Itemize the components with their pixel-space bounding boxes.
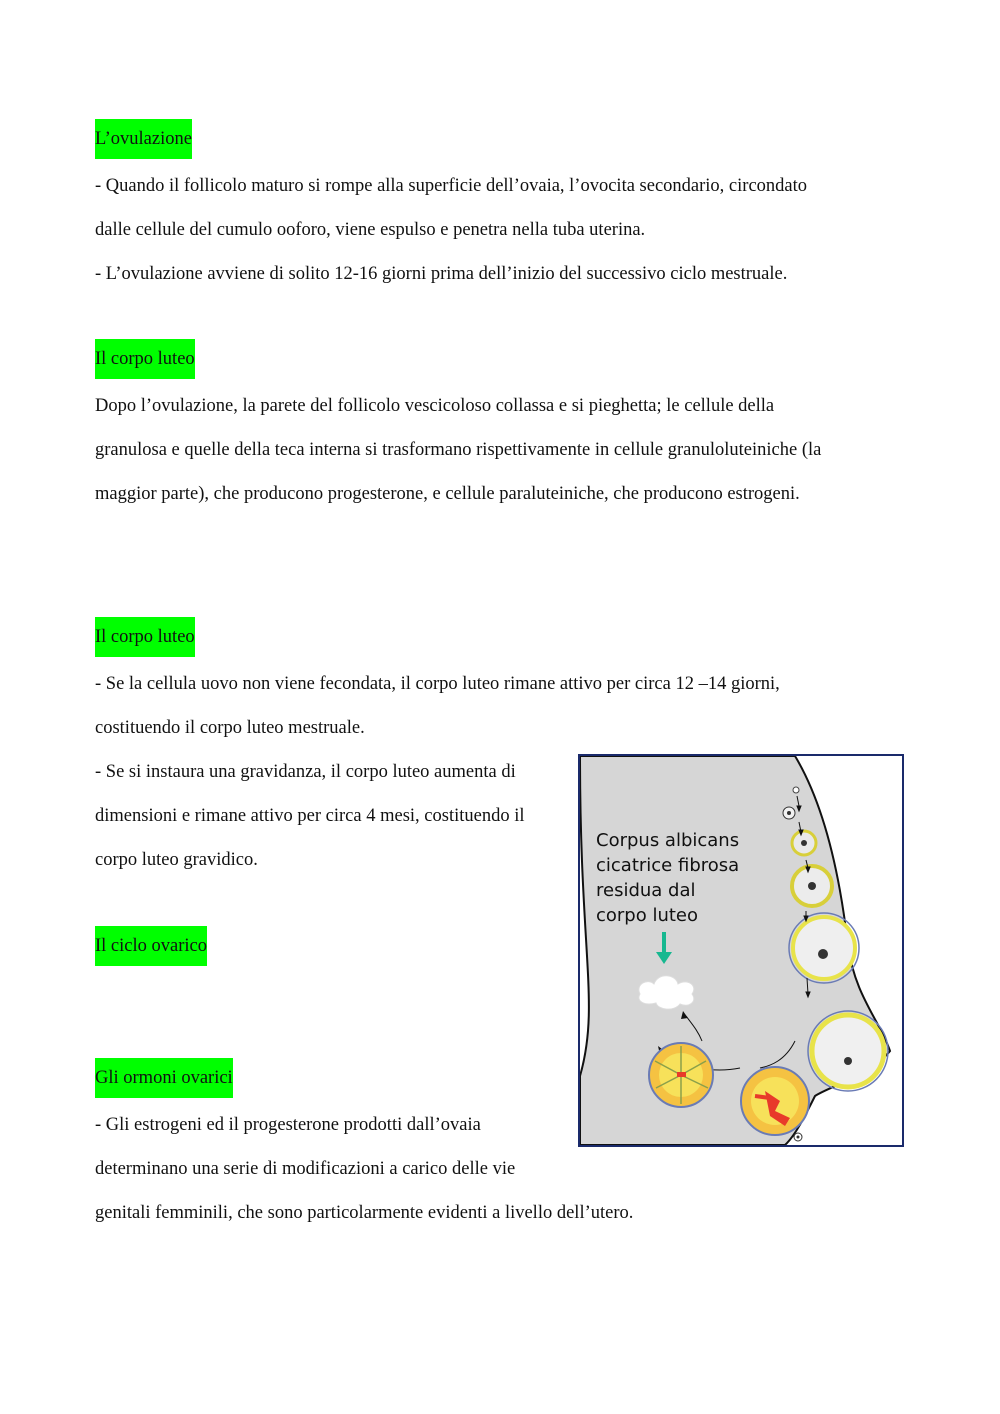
figure-label-line: cicatrice fibrosa — [596, 855, 740, 876]
ovary-diagram — [580, 756, 902, 1145]
figure-label-line: Corpus albicans — [596, 830, 740, 851]
figure-label-line: residua dal — [596, 880, 696, 901]
paragraph-line: - Se la cellula uovo non viene fecondata, il corpo luteo rimane attivo per circa 12 –14 giorni, — [95, 674, 780, 694]
heading-ciclo-ovarico: Il ciclo ovarico — [95, 926, 207, 966]
paragraph-line: corpo luteo gravidico. — [95, 850, 258, 870]
ovarian-cycle-figure — [578, 754, 904, 1147]
paragraph-line: dimensioni e rimane attivo per circa 4 mesi, costituendo il — [95, 806, 525, 826]
paragraph-line: - L’ovulazione avviene di solito 12-16 giorni prima dell’inizio del successivo ciclo mestruale. — [95, 264, 788, 284]
paragraph-line: - Gli estrogeni ed il progesterone prodotti dall’ovaia — [95, 1115, 481, 1135]
heading-corpo-luteo-2: Il corpo luteo — [95, 617, 195, 657]
paragraph-line: determinano una serie di modificazioni a carico delle vie — [95, 1159, 516, 1179]
paragraph-line: - Se si instaura una gravidanza, il corpo luteo aumenta di — [95, 762, 516, 782]
paragraph-line: granulosa e quelle della teca interna si trasformano rispettivamente in cellule granuloluteiniche (la — [95, 440, 822, 460]
paragraph-line: costituendo il corpo luteo mestruale. — [95, 718, 365, 738]
figure-label-line: corpo luteo — [596, 905, 699, 926]
paragraph-line: maggior parte), che producono progesterone, e cellule paraluteiniche, che producono estrogeni. — [95, 484, 800, 504]
paragraph-line: Dopo l’ovulazione, la parete del follicolo vescicoloso collassa e si pieghetta; le cellule della — [95, 396, 775, 416]
paragraph-line: - Quando il follicolo maturo si rompe alla superficie dell’ovaia, l’ovocita secondario, circondato — [95, 176, 808, 196]
heading-ormoni-ovarici: Gli ormoni ovarici — [95, 1058, 233, 1098]
heading-corpo-luteo: Il corpo luteo — [95, 339, 195, 379]
paragraph-line: genitali femminili, che sono particolarmente evidenti a livello dell’utero. — [95, 1203, 634, 1223]
paragraph-line: dalle cellule del cumulo ooforo, viene espulso e penetra nella tuba uterina. — [95, 220, 646, 240]
heading-ovulazione: L’ovulazione — [95, 119, 192, 159]
